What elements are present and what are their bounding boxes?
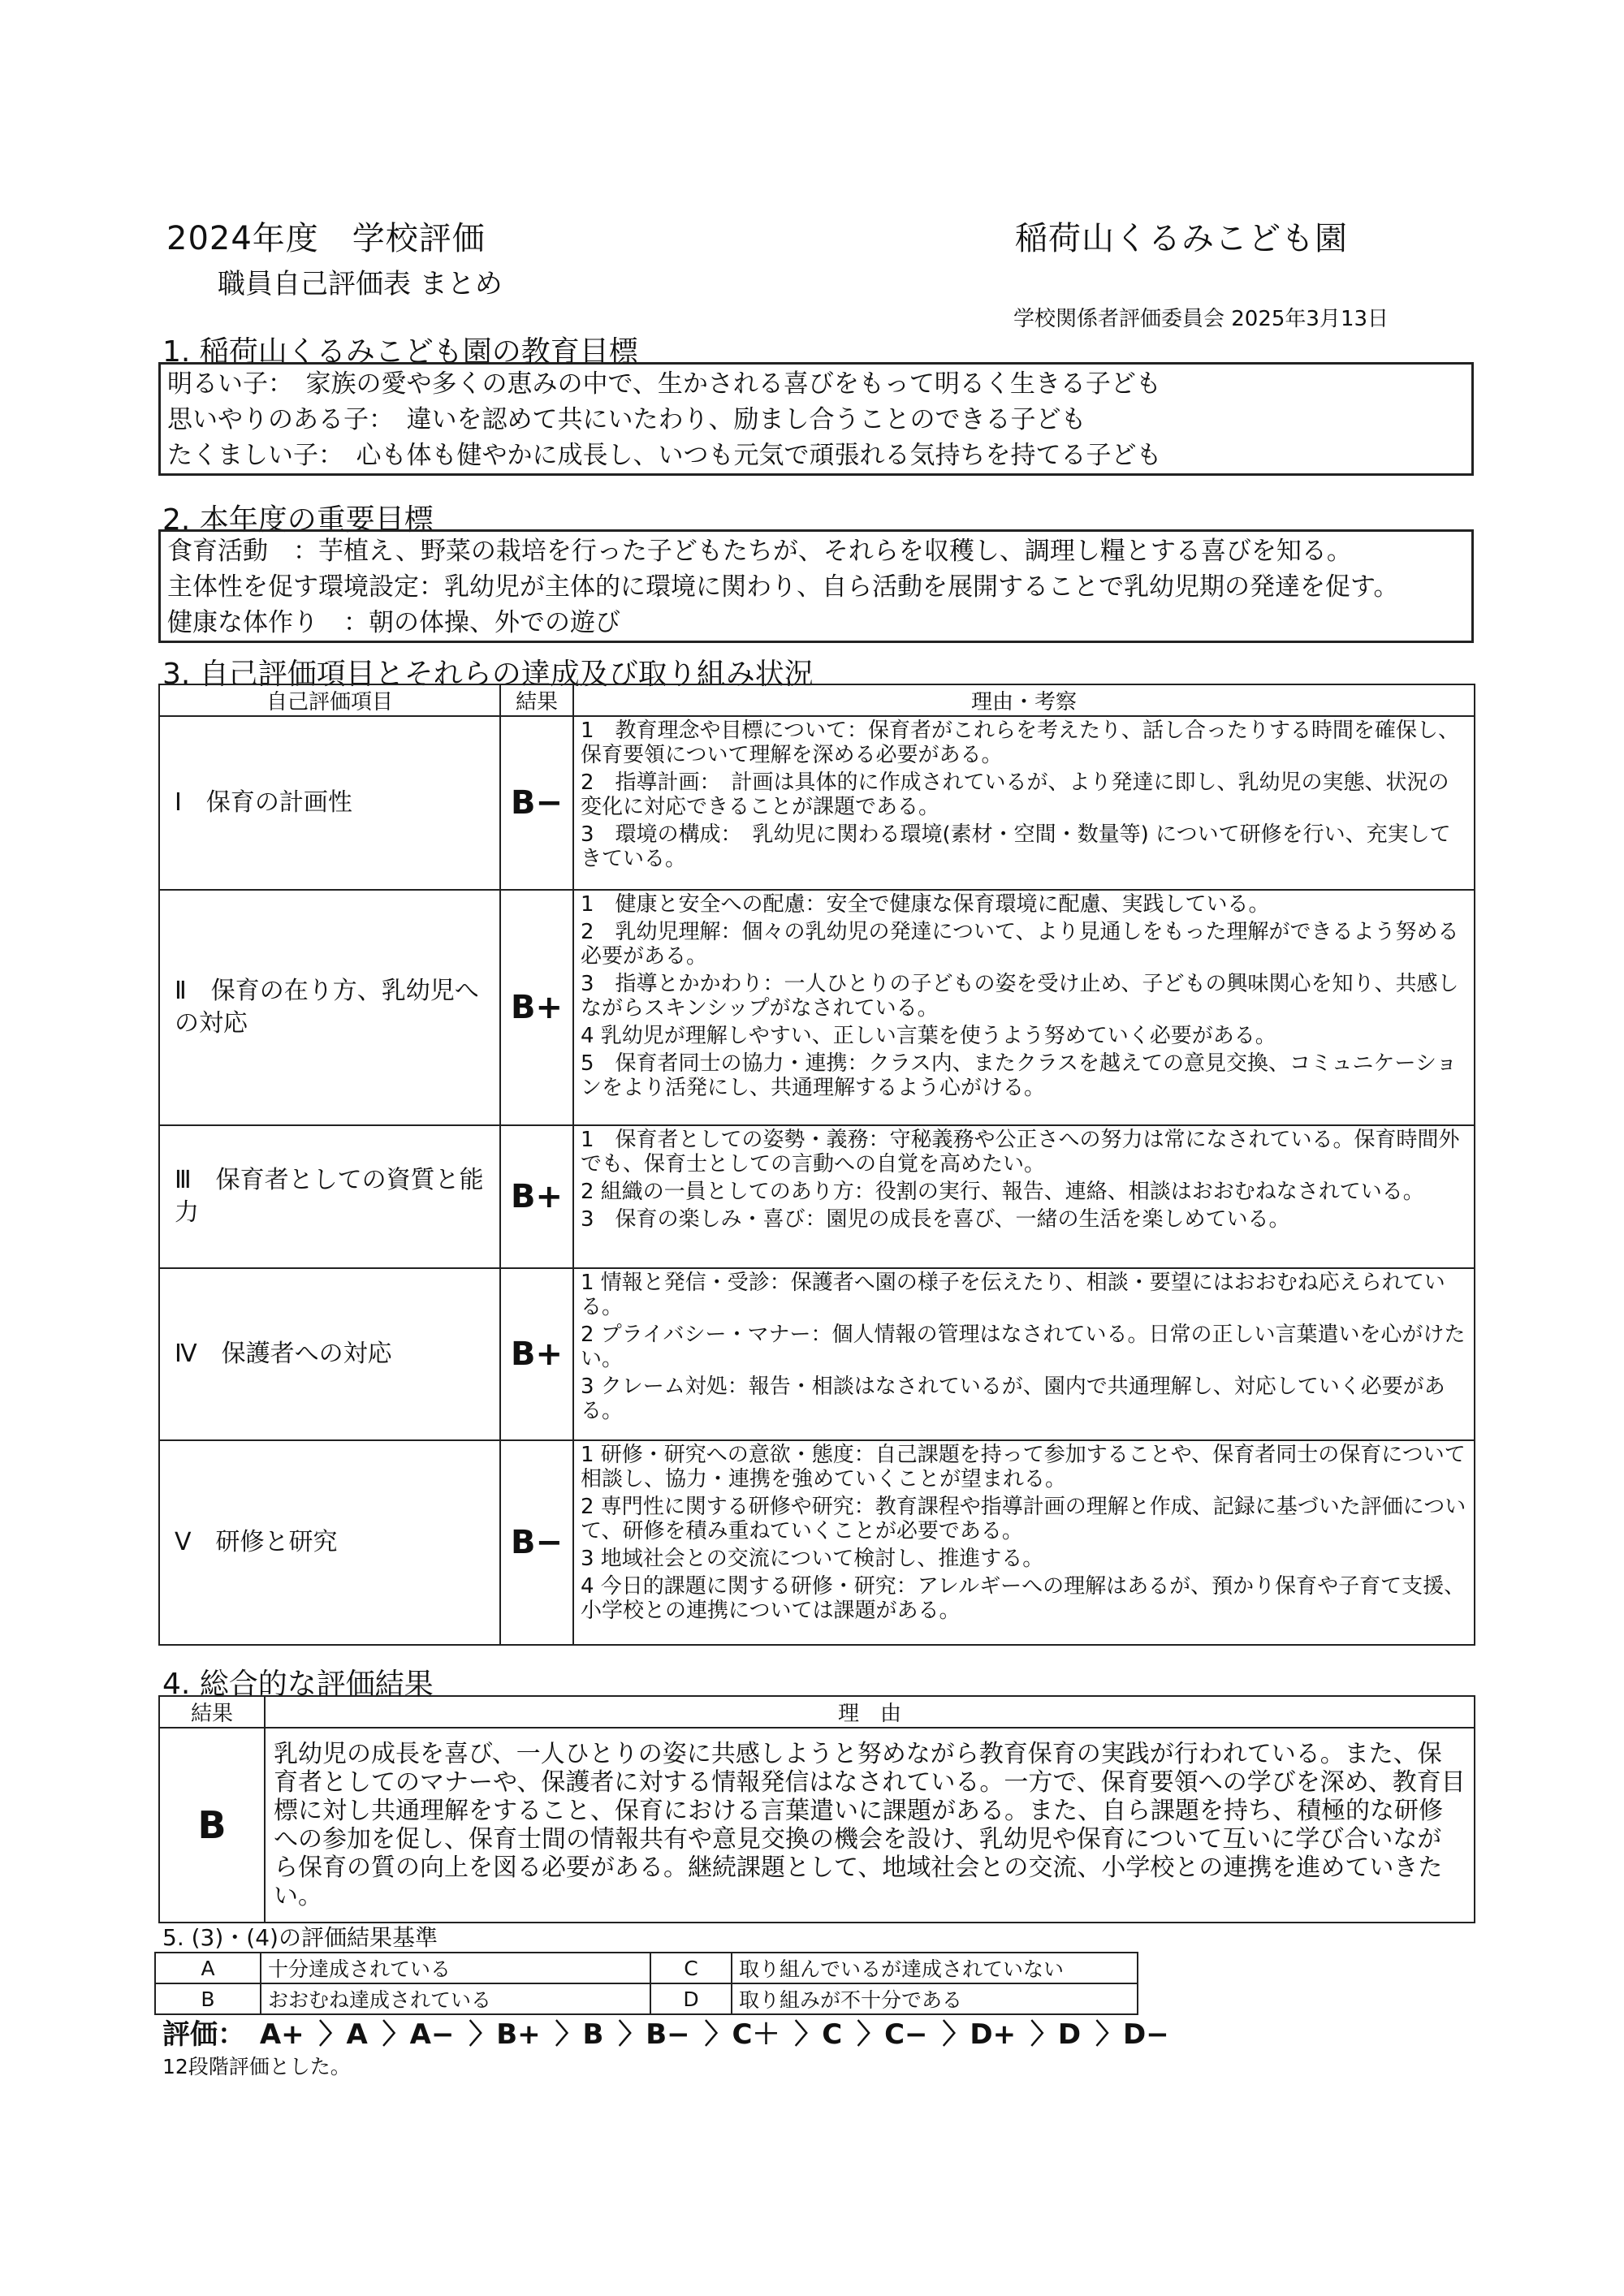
grade-code: D xyxy=(650,1983,732,2014)
reason-line: 5 保育者同士の協力・連携：クラス内、またクラスを越えての意見交換、コミュニケーションをより活発にし、共通理解するよう心がける。 xyxy=(581,1051,1458,1100)
committee-date: 学校関係者評価委員会 2025年3月13日 xyxy=(1013,307,1389,331)
table-row xyxy=(159,1268,1475,1440)
reason-line: 3 保育の楽しみ・喜び：園児の成長を喜び、一緒の生活を楽しめている。 xyxy=(581,1207,1290,1232)
reason-line: 2 組織の一員としてのあり方：役割の実行、報告、連絡、相談はおおむねなされている。 xyxy=(581,1180,1424,1204)
goal-line: たくましい子： 心も体も健やかに成長し、いつも元気で頑張れる気持ちを持てる子ども xyxy=(167,441,1162,470)
grade-description: おおむね達成されている xyxy=(261,1983,650,2014)
column-header-item: 自己評価項目 xyxy=(159,684,500,716)
eval-result: B+ xyxy=(500,1268,573,1440)
eval-item: Ⅰ 保育の計画性 xyxy=(159,716,500,890)
reason-line: 2 専門性に関する研修や研究：教育課程や指導計画の理解と作成、記録に基づいた評価について、研修を積み重ねていくことが必要である。 xyxy=(581,1495,1466,1543)
priority-line: 健康な体作り ：朝の体操、外での遊び xyxy=(167,608,620,637)
table-row xyxy=(155,1983,1138,2014)
self-evaluation-table xyxy=(158,684,1475,1646)
section1-heading: 1. 稲荷山くるみこども園の教育目標 xyxy=(162,335,638,369)
grade-description: 十分達成されている xyxy=(261,1953,650,1983)
overall-result: B xyxy=(159,1728,265,1923)
table-row xyxy=(159,1125,1475,1268)
overall-reason: 乳幼児の成長を喜び、一人ひとりの姿に共感しようと努めながら教育保育の実践が行われている。また、保育者としてのマナーや、保護者に対する情報発信はなされている。一方で、保育要領への学びを深め、教育目標に対し共通理解をすること、保育における言葉遣いに課題がある。また、自ら課題を持ち、積極的な研修への参加を促し、保育士間の情報共有や意見交換の機会を設け、乳幼児や保育について互いに学び合いながら保育の質の向上を図る必要がある。継続課題として、地域社会との交流、小学校との連携を進めていきたい。 xyxy=(265,1728,1475,1923)
reason-line: 2 乳幼児理解：個々の乳幼児の発達について、より見通しをもった理解ができるよう努める必要がある。 xyxy=(581,920,1459,969)
grading-scale-values: A+ 〉A 〉A− 〉B+ 〉B 〉B− 〉C＋ 〉C 〉C− 〉D+ 〉D 〉D− xyxy=(259,2018,1169,2051)
eval-result: B− xyxy=(500,716,573,890)
column-header-result: 結果 xyxy=(500,684,573,716)
eval-reasons xyxy=(573,1125,1475,1268)
document-title: 2024年度 学校評価 xyxy=(166,220,486,257)
grade-code: C xyxy=(650,1953,732,1983)
criteria-table xyxy=(154,1952,1138,2015)
eval-item: Ⅴ 研修と研究 xyxy=(159,1440,500,1645)
reason-line: 4 乳幼児が理解しやすい、正しい言葉を使うよう努めていく必要がある。 xyxy=(581,1024,1276,1048)
eval-item: Ⅳ 保護者への対応 xyxy=(159,1268,500,1440)
goal-line: 明るい子： 家族の愛や多くの恵みの中で、生かされる喜びをもって明るく生きる子ども xyxy=(167,369,1161,399)
eval-result: B− xyxy=(500,1440,573,1645)
reason-line: 4 今日的課題に関する研修・研究：アレルギーへの理解はあるが、預かり保育や子育て支援、小学校との連携については課題がある。 xyxy=(581,1574,1466,1623)
section2-heading: 2. 本年度の重要目標 xyxy=(162,503,434,537)
reason-line: 1 健康と安全への配慮：安全で健康な保育環境に配慮、実践している。 xyxy=(581,892,1270,917)
table-row xyxy=(159,890,1475,1125)
grading-note: 12段階評価とした。 xyxy=(162,2055,351,2078)
section3-heading: 3. 自己評価項目とそれらの達成及び取り組み状況 xyxy=(162,658,814,691)
priority-goals-box xyxy=(158,529,1474,643)
eval-reasons xyxy=(573,716,1475,890)
grading-scale-label: 評価： xyxy=(162,2018,245,2051)
education-goals-box xyxy=(158,362,1474,476)
priority-line: 主体性を促す環境設定：乳幼児が主体的に環境に関わり、自ら活動を展開することで乳幼児期の発達を促す。 xyxy=(167,572,1399,602)
grade-code: A xyxy=(155,1953,261,1983)
reason-line: 3 クレーム対処：報告・相談はなされているが、園内で共通理解し、対応していく必要がある。 xyxy=(581,1375,1445,1423)
table-row xyxy=(155,1953,1138,1983)
eval-reasons xyxy=(573,890,1475,1125)
overall-header-result: 結果 xyxy=(159,1696,265,1728)
overall-evaluation-table xyxy=(158,1695,1475,1923)
overall-header-reason: 理 由 xyxy=(265,1696,1475,1728)
eval-result: B+ xyxy=(500,1125,573,1268)
table-row xyxy=(159,716,1475,890)
reason-line: 1 研修・研究への意欲・態度：自己課題を持って参加することや、保育者同士の保育について相談し、協力・連携を強めていくことが望まれる。 xyxy=(581,1443,1466,1491)
document-subtitle: 職員自己評価表 まとめ xyxy=(218,268,503,300)
grading-scale xyxy=(162,2012,1169,2052)
priority-line: 食育活動 ：芋植え、野菜の栽培を行った子どもたちが、それらを収穫し、調理し糧とする喜びを知る。 xyxy=(167,537,1352,566)
eval-result: B+ xyxy=(500,890,573,1125)
eval-item: Ⅱ 保育の在り方、乳幼児への対応 xyxy=(159,890,500,1125)
reason-line: 3 環境の構成： 乳幼児に関わる環境(素材・空間・数量等) について研修を行い、充実してきている。 xyxy=(581,822,1451,871)
goal-line: 思いやりのある子： 違いを認めて共にいたわり、励まし合うことのできる子ども xyxy=(167,405,1086,434)
reason-line: 2 指導計画： 計画は具体的に作成されているが、より発達に即し、乳幼児の実態、状況の変化に対応できることが課題である。 xyxy=(581,770,1449,819)
reason-line: 1 保育者としての姿勢・義務：守秘義務や公正さへの努力は常になされている。保育時間外でも、保育士としての言動への自覚を高めたい。 xyxy=(581,1128,1460,1176)
eval-reasons xyxy=(573,1440,1475,1645)
reason-line: 3 地域社会との交流について検討し、推進する。 xyxy=(581,1547,1044,1571)
eval-reasons xyxy=(573,1268,1475,1440)
section4-heading: 4. 総合的な評価結果 xyxy=(162,1668,434,1701)
reason-line: 1 情報と発信・受診：保護者へ園の様子を伝えたり、相談・要望にはおおむね応えられている。 xyxy=(581,1271,1445,1319)
eval-item: Ⅲ 保育者としての資質と能力 xyxy=(159,1125,500,1268)
section5-heading: 5. (3)・(4)の評価結果基準 xyxy=(162,1924,438,1951)
table-row xyxy=(159,1440,1475,1645)
reason-line: 1 教育理念や目標について：保育者がこれらを考えたり、話し合ったりする時間を確保し、保育要領について理解を深める必要がある。 xyxy=(581,719,1460,767)
grade-description: 取り組んでいるが達成されていない xyxy=(732,1953,1138,1983)
reason-line: 3 指導とかかわり：一人ひとりの子どもの姿を受け止め、子どもの興味関心を知り、共感しながらスキンシップがなされている。 xyxy=(581,972,1459,1021)
column-header-reason: 理由・考察 xyxy=(573,684,1475,716)
grade-code: B xyxy=(155,1983,261,2014)
grade-description: 取り組みが不十分である xyxy=(732,1983,1138,2014)
school-name: 稲荷山くるみこども園 xyxy=(1015,220,1348,257)
reason-line: 2 プライバシー・マナー：個人情報の管理はなされている。日常の正しい言葉遣いを心がけたい。 xyxy=(581,1323,1466,1371)
